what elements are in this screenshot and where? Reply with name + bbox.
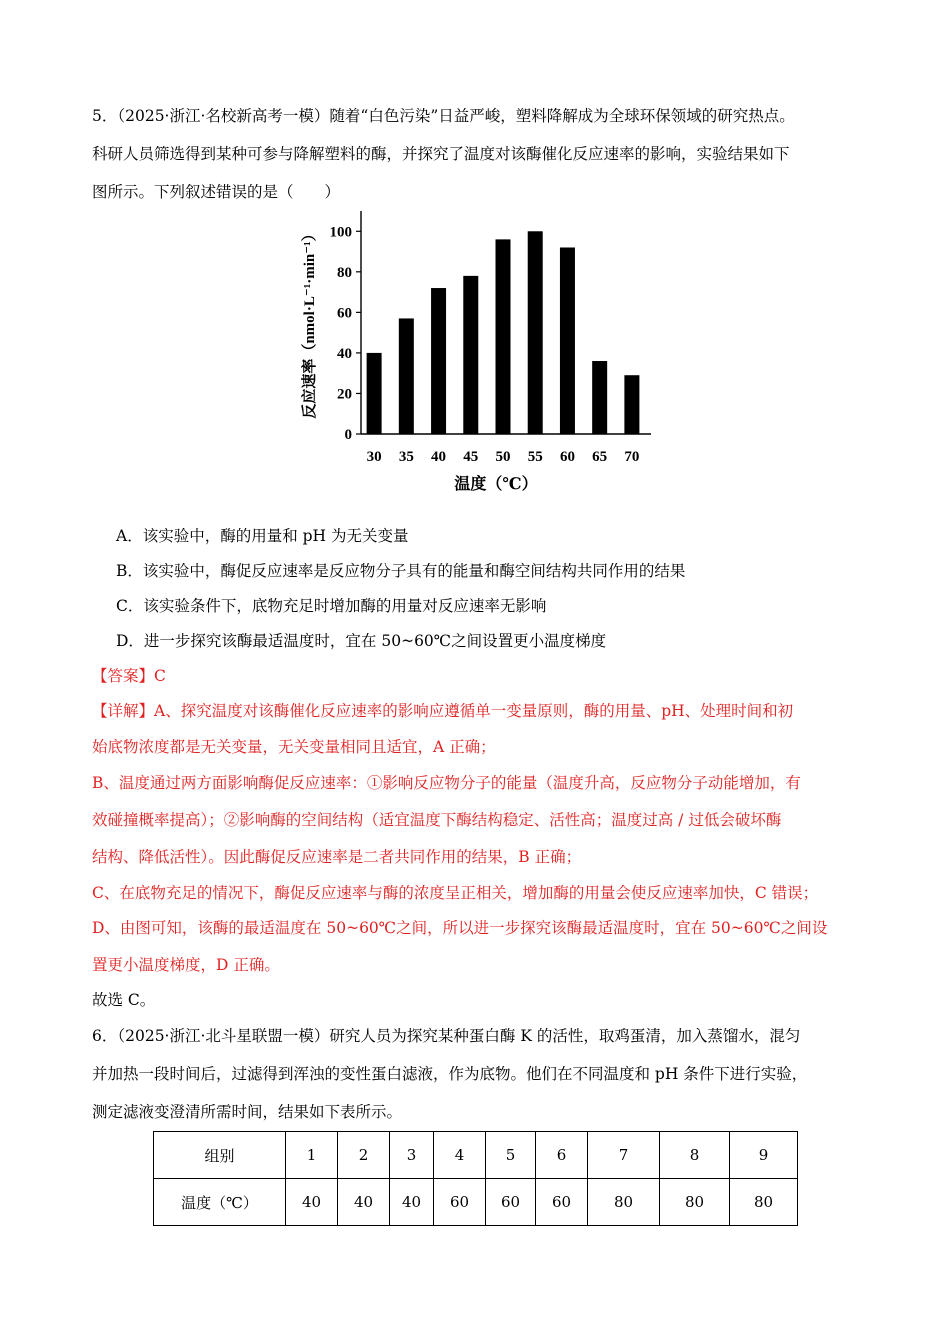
table-cell: 40 [390,1179,434,1226]
q5-detail-line-4: 效碰撞概率提高）；②影响酶的空间结构（适宜温度下酶结构稳定、活性高；温度过高 / 过低会破坏酶 [92,811,782,829]
table-cell: 80 [660,1179,730,1226]
table-cell: 40 [286,1179,338,1226]
q6-stem-line-2: 并加热一段时间后，过滤得到浑浊的变性蛋白滤液，作为底物。他们在不同温度和 pH 条件下进行实验， [92,1065,808,1083]
bar-40 [431,288,446,434]
q6-stem-line-3: 测定滤液变澄清所需时间，结果如下表所示。 [92,1103,403,1121]
q5-stem-line-2: 科研人员筛选得到某种可参与降解塑料的酶，并探究了温度对该酶催化反应速率的影响，实验结果如下 [92,145,790,163]
table-cell: 80 [588,1179,660,1226]
x-tick-label: 50 [495,449,511,465]
table-cell: 60 [536,1179,588,1226]
table-cell: 1 [286,1132,338,1179]
y-tick-label: 100 [329,224,352,241]
reaction-rate-bar-chart [290,203,670,493]
table-cell: 60 [486,1179,536,1226]
bar-65 [592,361,607,434]
x-tick-label: 65 [592,449,608,465]
table-row-temperature [154,1179,798,1226]
bar-60 [560,247,575,434]
q5-detail-line-1: 【详解】A、探究温度对该酶催化反应速率的影响应遵循单一变量原则，酶的用量、pH、处理时间和初 [92,702,794,720]
q5-detail-line-5: 结构、降低活性）。因此酶促反应速率是二者共同作用的结果，B 正确； [92,848,582,866]
bar-55 [528,231,543,434]
x-tick-label: 60 [559,449,575,465]
q6-data-table [153,1131,798,1226]
table-cell: 5 [486,1132,536,1179]
x-tick-label: 55 [527,449,543,465]
bar-30 [367,353,382,434]
table-cell: 4 [434,1132,486,1179]
table-cell: 80 [730,1179,798,1226]
table-cell: 2 [338,1132,390,1179]
bar-35 [399,318,414,434]
q5-option-d: D．进一步探究该酶最适温度时，宜在 50~60℃之间设置更小温度梯度 [116,632,607,650]
q5-detail-line-8: 置更小温度梯度，D 正确。 [92,956,280,974]
y-tick-label: 0 [344,427,352,443]
y-tick-label: 60 [337,305,352,322]
x-tick-label: 70 [624,449,640,465]
table-cell: 9 [730,1132,798,1179]
q5-detail-line-3: B、温度通过两方面影响酶促反应速率：①影响反应物分子的能量（温度升高，反应物分子动能增加，有 [92,774,801,792]
y-tick-label: 80 [337,264,352,281]
table-cell: 3 [390,1132,434,1179]
x-tick-label: 30 [366,449,382,465]
q5-conclusion: 故选 C。 [92,991,156,1009]
q5-detail-line-2: 始底物浓度都是无关变量，无关变量相同且适宜，A 正确； [92,738,496,756]
y-tick-label: 40 [337,345,352,362]
q5-detail-line-7: D、由图可知，该酶的最适温度在 50~60℃之间，所以进一步探究该酶最适温度时，宜在 50~60℃之间设 [92,919,828,937]
q5-option-c: C．该实验条件下，底物充足时增加酶的用量对反应速率无影响 [116,597,547,615]
x-tick-label: 35 [398,449,414,465]
table-cell: 60 [434,1179,486,1226]
q5-stem-line-1: 5．（2025·浙江·名校新高考一模）随着“白色污染”日益严峻，塑料降解成为全球环保领域的研究热点。 [92,107,795,125]
q5-option-b: B．该实验中，酶促反应速率是反应物分子具有的能量和酶空间结构共同作用的结果 [116,562,686,580]
q5-stem-line-3: 图所示。下列叙述错误的是（ ） [92,183,341,201]
table-cell: 40 [338,1179,390,1226]
bar-50 [496,239,511,434]
row-header-group: 组别 [154,1132,286,1179]
x-tick-label: 40 [431,449,447,465]
q5-option-a: A．该实验中，酶的用量和 pH 为无关变量 [116,527,409,545]
q5-answer: 【答案】C [92,667,166,685]
row-header-temperature: 温度（℃） [154,1179,286,1226]
table-cell: 8 [660,1132,730,1179]
q5-detail-line-6: C、在底物充足的情况下，酶促反应速率与酶的浓度呈正相关，增加酶的用量会使反应速率加快，C 错误； [92,884,819,902]
y-axis-label: 反应速率（nmol·L⁻¹·min⁻¹） [302,226,318,419]
table-cell: 6 [536,1132,588,1179]
x-tick-label: 45 [463,449,479,465]
x-axis-label: 温度（℃） [454,476,538,493]
y-tick-label: 20 [337,386,352,403]
bar-45 [463,276,478,434]
table-row-group [154,1132,798,1179]
table-cell: 7 [588,1132,660,1179]
bar-70 [624,375,639,434]
q6-stem-line-1: 6．（2025·浙江·北斗星联盟一模）研究人员为探究某种蛋白酶 K 的活性，取鸡蛋清，加入蒸馏水，混匀 [92,1027,801,1045]
